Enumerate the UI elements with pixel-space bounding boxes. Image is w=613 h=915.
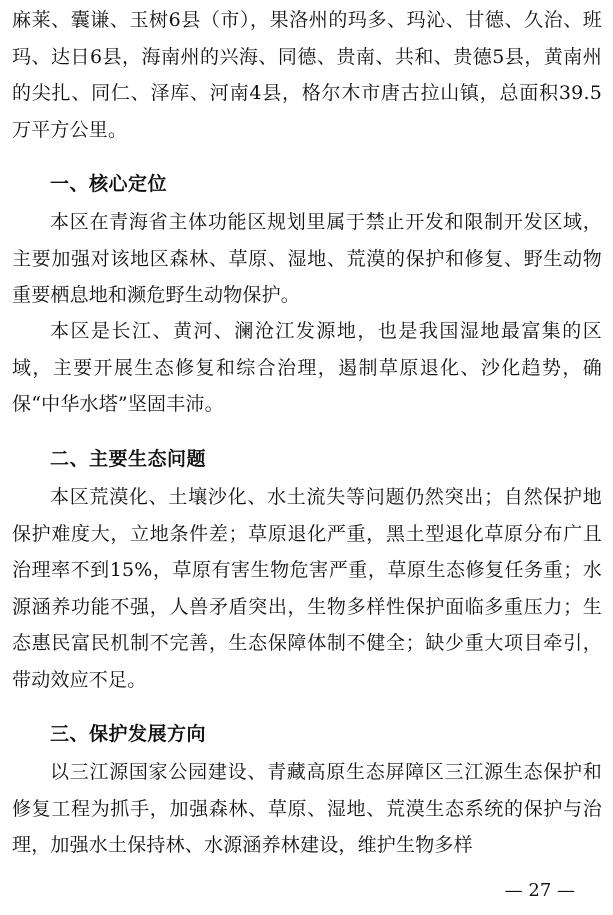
paragraph-core-positioning-1: 本区在青海省主体功能区规划里属于禁止开发和限制开发区域，主要加强对该地区森林、草原、湿地、荒漠的保护和修复、野生动物重要栖息地和濒危野生动物保护。 bbox=[12, 211, 602, 306]
paragraph-core-positioning-2: 本区是长江、黄河、澜沧江发源地，也是我国湿地最富集的区域，主要开展生态修复和综合治理，遏制草原退化、沙化趋势，确保“中华水塔”坚固丰沛。 bbox=[12, 320, 602, 415]
paragraph-region-scope: 麻莱、囊谦、玉树6县（市），果洛州的玛多、玛沁、甘德、久治、班玛、达日6县，海南州的兴海、同德、贵南、共和、贵德5县，黄南州的尖扎、同仁、泽库、河南4县，格尔木市唐古拉山镇，总面积39.5万平方公里。 bbox=[12, 9, 602, 141]
section-heading-core-positioning: 一、核心定位 bbox=[50, 173, 168, 195]
page-number: — 27 — bbox=[504, 880, 575, 901]
paragraph-protection-development-direction: 以三江源国家公园建设、青藏高原生态屏障区三江源生态保护和修复工程为抓手，加强森林、草原、湿地、荒漠生态系统的保护与治理，加强水土保持林、水源涵养林建设，维护生物多样 bbox=[12, 761, 602, 856]
section-heading-protection-development-direction: 三、保护发展方向 bbox=[50, 723, 207, 745]
paragraph-main-ecological-problems: 本区荒漠化、土壤沙化、水土流失等问题仍然突出；自然保护地保护难度大，立地条件差；草原退化严重，黑土型退化草原分布广且治理率不到15%，草原有害生物危害严重，草原生态修复任务重；水源涵养功能不强，人兽矛盾突出，生物多样性保护面临多重压力；生态惠民富民机制不完善，生态保障体制不健全；缺少重大项目牵引，带动效应不足。 bbox=[12, 486, 602, 691]
section-heading-main-ecological-problems: 二、主要生态问题 bbox=[50, 448, 207, 470]
